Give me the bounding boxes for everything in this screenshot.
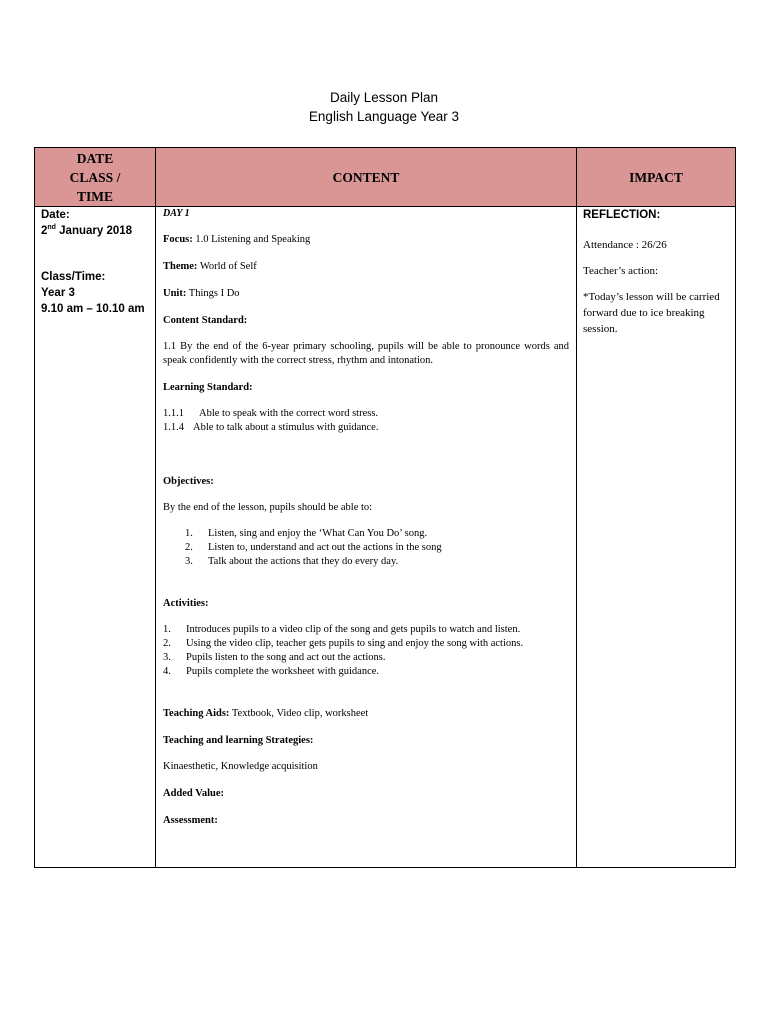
teacher-action-label: Teacher’s action: — [583, 265, 659, 277]
list-item: 4. Pupils complete the worksheet with guidance. — [163, 666, 380, 677]
learning-standard-item: 1.1.1 Able to speak with the correct word stress. — [163, 408, 379, 419]
header-date-line3: TIME — [76, 188, 113, 204]
added-value-label: Added Value: — [163, 788, 224, 799]
unit-line — [163, 287, 569, 301]
focus-line — [163, 233, 569, 247]
content-cell — [156, 207, 577, 868]
theme-value: World of Self — [197, 261, 257, 272]
objectives-list — [163, 527, 569, 569]
table-body-row — [35, 207, 736, 868]
date-day: 2 — [41, 225, 48, 237]
date-suffix: nd — [47, 224, 56, 232]
lesson-plan-table — [34, 147, 736, 868]
objectives-label: Objectives: — [163, 476, 214, 487]
unit-label: Unit: — [163, 288, 187, 299]
theme-line — [163, 260, 569, 274]
date-label: Date: — [41, 209, 70, 221]
teaching-aids-value: Textbook, Video clip, worksheet — [229, 708, 369, 719]
activities-label: Activities: — [163, 598, 209, 609]
learning-standard-item: 1.1.4 Able to talk about a stimulus with guidance. — [163, 422, 379, 433]
attendance-text: Attendance : 26/26 — [583, 239, 667, 251]
class-value: Year 3 — [41, 287, 75, 299]
document-title: Daily Lesson Plan — [329, 90, 439, 105]
learning-standard-label: Learning Standard: — [163, 382, 253, 393]
learning-standard-list — [163, 407, 569, 435]
list-item: 3. Talk about the actions that they do every day. — [185, 556, 399, 567]
date-value — [41, 223, 149, 239]
unit-value: Things I Do — [186, 288, 240, 299]
list-item: 1. Listen, sing and enjoy the ‘What Can You Do’ song. — [185, 528, 428, 539]
date-cell — [35, 207, 156, 868]
day-label: DAY 1 — [163, 208, 190, 219]
strategies-value: Kinaesthetic, Knowledge acquisition — [163, 761, 318, 772]
header-impact: IMPACT — [577, 148, 736, 207]
header-content: CONTENT — [156, 148, 577, 207]
impact-cell — [577, 207, 736, 868]
assessment-label: Assessment: — [163, 815, 218, 826]
header-date-line1: DATE — [76, 150, 114, 166]
table-header-row — [35, 148, 736, 207]
class-time-label: Class/Time: — [41, 271, 106, 283]
reflection-label: REFLECTION: — [583, 209, 661, 221]
document-heading — [0, 88, 768, 126]
list-item: 1. Introduces pupils to a video clip of the song and gets pupils to watch and listen. — [163, 624, 521, 635]
document-subtitle: English Language Year 3 — [308, 109, 460, 124]
header-date-class-time — [35, 148, 156, 207]
list-item: 3. Pupils listen to the song and act out the actions. — [163, 652, 386, 663]
teaching-aids-label: Teaching Aids: — [163, 708, 230, 719]
strategies-label: Teaching and learning Strategies: — [163, 735, 314, 746]
header-date-line2: CLASS / — [69, 169, 121, 185]
reflection-note: *Today’s lesson will be carried forward due to ice breaking session. — [583, 291, 720, 335]
teaching-aids-line — [163, 707, 569, 721]
date-rest: January 2018 — [55, 225, 133, 237]
focus-label: Focus: — [163, 234, 193, 245]
theme-label: Theme: — [163, 261, 198, 272]
focus-value: 1.0 Listening and Speaking — [192, 234, 311, 245]
list-item: 2. Using the video clip, teacher gets pupils to sing and enjoy the song with actions. — [163, 638, 524, 649]
content-standard-text: 1.1 By the end of the 6-year primary schooling, pupils will be able to pronounce words and speak confidently with the correct stress, rhythm and intonation. — [163, 341, 569, 366]
content-standard-label: Content Standard: — [163, 315, 248, 326]
activities-list — [163, 623, 569, 679]
list-item: 2. Listen to, understand and act out the actions in the song — [185, 542, 442, 553]
time-value: 9.10 am – 10.10 am — [41, 303, 145, 315]
objectives-intro: By the end of the lesson, pupils should be able to: — [163, 502, 373, 513]
